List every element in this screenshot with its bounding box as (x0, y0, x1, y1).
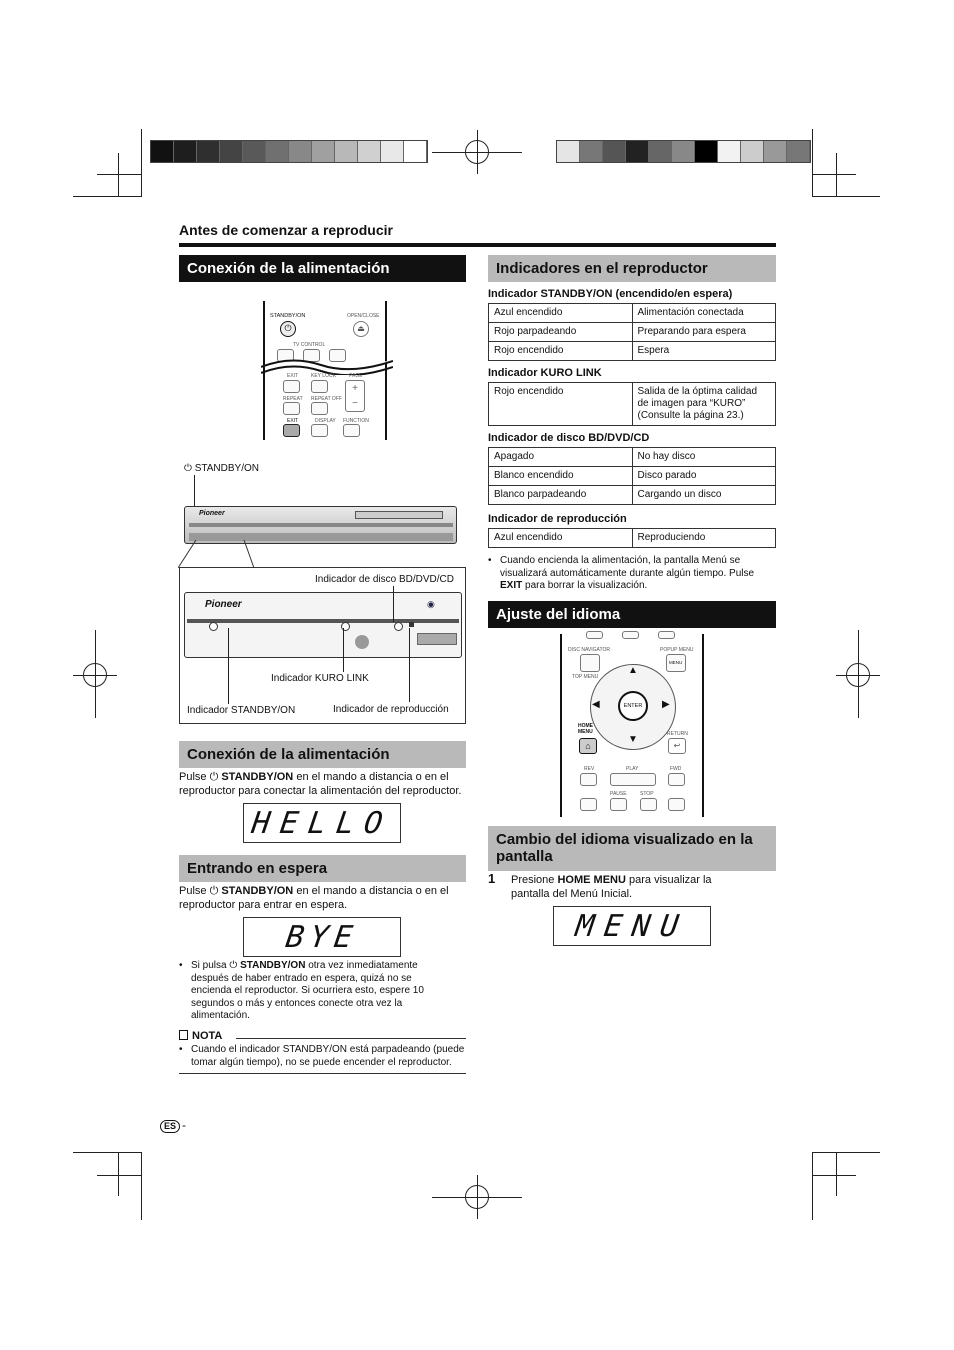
remote-button (311, 380, 328, 393)
play-indicator (409, 622, 414, 627)
front-display (417, 633, 457, 645)
table-row (489, 529, 776, 548)
section-title-indicators: Indicadores en el reproductor (488, 255, 776, 282)
popup-menu-label: POPUP MENU (660, 647, 694, 653)
disc-navigator-button (580, 654, 600, 672)
rewind-icon (580, 773, 597, 786)
table-cell: Blanco parpadeando (489, 486, 633, 505)
enter-button (618, 691, 648, 721)
stop-label: STOP (640, 791, 654, 797)
skip-forward-icon (668, 798, 685, 811)
remote-button (343, 424, 360, 437)
disc-indicator (394, 622, 403, 631)
page-header: Antes de comenzar a reproducir (179, 222, 393, 238)
power-icon-inline: ⏻ (209, 885, 222, 897)
table-cell: Blanco encendido (489, 467, 633, 486)
player-illustration (184, 506, 457, 544)
header-rule (179, 243, 776, 247)
table-cell: Cargando un disco (632, 486, 776, 505)
fwd-label: FWD (670, 766, 682, 772)
pause-icon (610, 798, 627, 811)
standby-instructions: Pulse ⏻ STANDBY/ON en el mando a distancia o en el reproductor para entrar en espera. (179, 885, 449, 911)
standby-button-label: STANDBY/ON (270, 313, 306, 319)
player-stripe (189, 523, 453, 527)
menu-note-bullet: • Cuando encienda la alimentación, la pantalla Menú se visualizará automáticamente durante algún tiempo. Pulse EXIT para borrar la visualización. (488, 555, 768, 593)
table-row (489, 467, 776, 486)
repeatoff-label: REPEAT OFF (311, 396, 342, 402)
color-bar-left (150, 140, 428, 163)
callout-line (228, 628, 229, 704)
cut-wave (261, 353, 393, 375)
indicator-strip (187, 619, 459, 623)
standby-table-title: Indicador STANDBY/ON (encendido/en espera) (488, 288, 733, 300)
page-number-dash: - (182, 1118, 186, 1132)
callout-play: Indicador de reproducción (333, 704, 449, 715)
exit-label: EXIT (287, 418, 299, 424)
standby-note-bullet: • Si pulsa ⏻ STANDBY/ON otra vez inmediatamente después de haber entrado en espera, quizá no se encienda el reproductor. Si ocurriera esto, espere 10 segundos o más y entonces conecte otra vez la alimentación. (179, 960, 439, 1023)
front-knob (355, 635, 369, 649)
standby-callout: ⏻ STANDBY/ON (184, 463, 259, 474)
callout-kuro: Indicador KURO LINK (271, 673, 369, 684)
color-bar-right (556, 140, 811, 163)
section-title-change-language: Cambio del idioma visualizado en la pantalla (488, 826, 776, 871)
step-number: 1 (488, 871, 496, 886)
standby-indicator (209, 622, 218, 631)
section-title-power: Conexión de la alimentación (179, 255, 466, 282)
display-label: DISPLAY (315, 418, 336, 424)
table-cell: Rojo parpadeando (489, 323, 633, 342)
callout-line (343, 628, 344, 672)
play-label: PLAY (626, 766, 639, 772)
skip-back-icon (580, 798, 597, 811)
player-zoom-box (179, 567, 466, 724)
kuro-table-title: Indicador KURO LINK (488, 367, 602, 379)
table-cell: Alimentación conectada (632, 304, 776, 323)
table-row (489, 323, 776, 342)
table-cell: No hay disco (632, 448, 776, 467)
step-1-text: Presione HOME MENU para visualizar la pantalla del Menú Inicial. (511, 874, 712, 900)
menu-button (666, 654, 686, 672)
power-icon-inline: ⏻ (229, 960, 241, 971)
return-icon: ↩ (668, 738, 686, 754)
page-plus-icon: + − (345, 380, 365, 412)
menu-button-label: MENU (669, 660, 683, 665)
kuro-table (488, 382, 776, 426)
callout-line (409, 628, 410, 702)
openclose-label: OPEN/CLOSE (347, 313, 380, 319)
note-icon (179, 1030, 188, 1040)
nota-text: • Cuando el indicador STANDBY/ON está parpadeando (puede tomar algún tiempo), no se puede encender el reproductor. (179, 1044, 469, 1069)
keylock-label: KEY LOCK (311, 373, 336, 379)
play-icon (610, 773, 656, 786)
stop-icon (640, 798, 657, 811)
display-bye: BYE (243, 917, 401, 957)
remote-button (658, 631, 675, 639)
arrow-left-icon: ◀ (592, 699, 600, 710)
exit-label-top: EXIT (287, 373, 299, 379)
table-cell: Azul encendido (489, 304, 633, 323)
pause-label: PAUSE (610, 791, 627, 797)
remote-button (311, 402, 328, 415)
table-row (489, 383, 776, 426)
remote-button (283, 402, 300, 415)
arrow-down-icon: ▼ (628, 734, 638, 745)
table-cell: Rojo encendido (489, 342, 633, 361)
enter-label: ENTER (623, 703, 643, 709)
tv-control-label: TV CONTROL (293, 342, 326, 348)
table-cell: Disco parado (632, 467, 776, 486)
nota-rule (236, 1038, 466, 1039)
home-icon: ⌂ (579, 738, 597, 754)
table-cell: Apagado (489, 448, 633, 467)
table-row (489, 448, 776, 467)
standby-table (488, 303, 776, 361)
table-row (489, 304, 776, 323)
power-icon-inline: ⏻ (209, 771, 222, 783)
section-title-language: Ajuste del idioma (488, 601, 776, 628)
disc-navigator-label: DISC NAVIGATOR (568, 647, 610, 653)
function-label: FUNCTION (343, 418, 369, 424)
table-cell: Azul encendido (489, 529, 633, 548)
repeat-label: REPEAT (283, 396, 303, 402)
player-brand-logo: Pioneer (205, 599, 242, 610)
table-cell: Preparando para espera (632, 323, 776, 342)
section-title-standby: Entrando en espera (179, 855, 466, 882)
display-menu: MENU (553, 906, 711, 946)
page-label: PAGE (349, 373, 363, 379)
remote-button (622, 631, 639, 639)
remote-button (311, 424, 328, 437)
rev-label: REV (584, 766, 595, 772)
disc-table-title: Indicador de disco BD/DVD/CD (488, 432, 650, 444)
play-table (488, 528, 776, 548)
callout-disc: Indicador de disco BD/DVD/CD (315, 574, 454, 585)
nota-heading: NOTA (179, 1030, 222, 1042)
fast-forward-icon (668, 773, 685, 786)
callout-standby: Indicador STANDBY/ON (187, 705, 296, 716)
disc-table (488, 447, 776, 505)
table-cell: Reproduciendo (632, 529, 776, 548)
home-menu-label: HOME MENU (578, 723, 593, 735)
table-row (489, 342, 776, 361)
remote-illustration (263, 301, 387, 440)
section-title-power-2: Conexión de la alimentación (179, 741, 466, 768)
language-badge: ES (160, 1120, 180, 1133)
table-cell: Salida de la óptima calidad de imagen para “KURO” (Consulte la página 23.) (632, 383, 776, 426)
player-front (184, 592, 462, 658)
arrow-right-icon: ▶ (662, 699, 670, 710)
top-menu-label: TOP MENU (572, 674, 599, 680)
table-cell: Rojo encendido (489, 383, 633, 426)
remote-navigation-illustration (560, 634, 704, 817)
nota-bottom-rule (179, 1073, 466, 1074)
display-hello: HELLO (243, 803, 401, 843)
callout-line (393, 586, 394, 622)
power-instructions: Pulse ⏻ STANDBY/ON en el mando a distancia o en el reproductor para conectar la alimentación del reproductor. (179, 771, 462, 797)
exit-button (283, 424, 300, 437)
eject-icon: ⏏ (353, 321, 369, 337)
player-logo: Pioneer (199, 510, 225, 517)
table-cell: Espera (632, 342, 776, 361)
remote-button (283, 380, 300, 393)
power-icon: ⏻ (280, 321, 296, 337)
remote-button (586, 631, 603, 639)
return-label: RETURN (667, 731, 688, 737)
table-row (489, 486, 776, 505)
bluray-logo: ◉ (427, 599, 435, 609)
play-table-title: Indicador de reproducción (488, 513, 627, 525)
arrow-up-icon: ▲ (628, 665, 638, 676)
player-tray (355, 511, 443, 519)
zoom-lines (178, 540, 468, 570)
